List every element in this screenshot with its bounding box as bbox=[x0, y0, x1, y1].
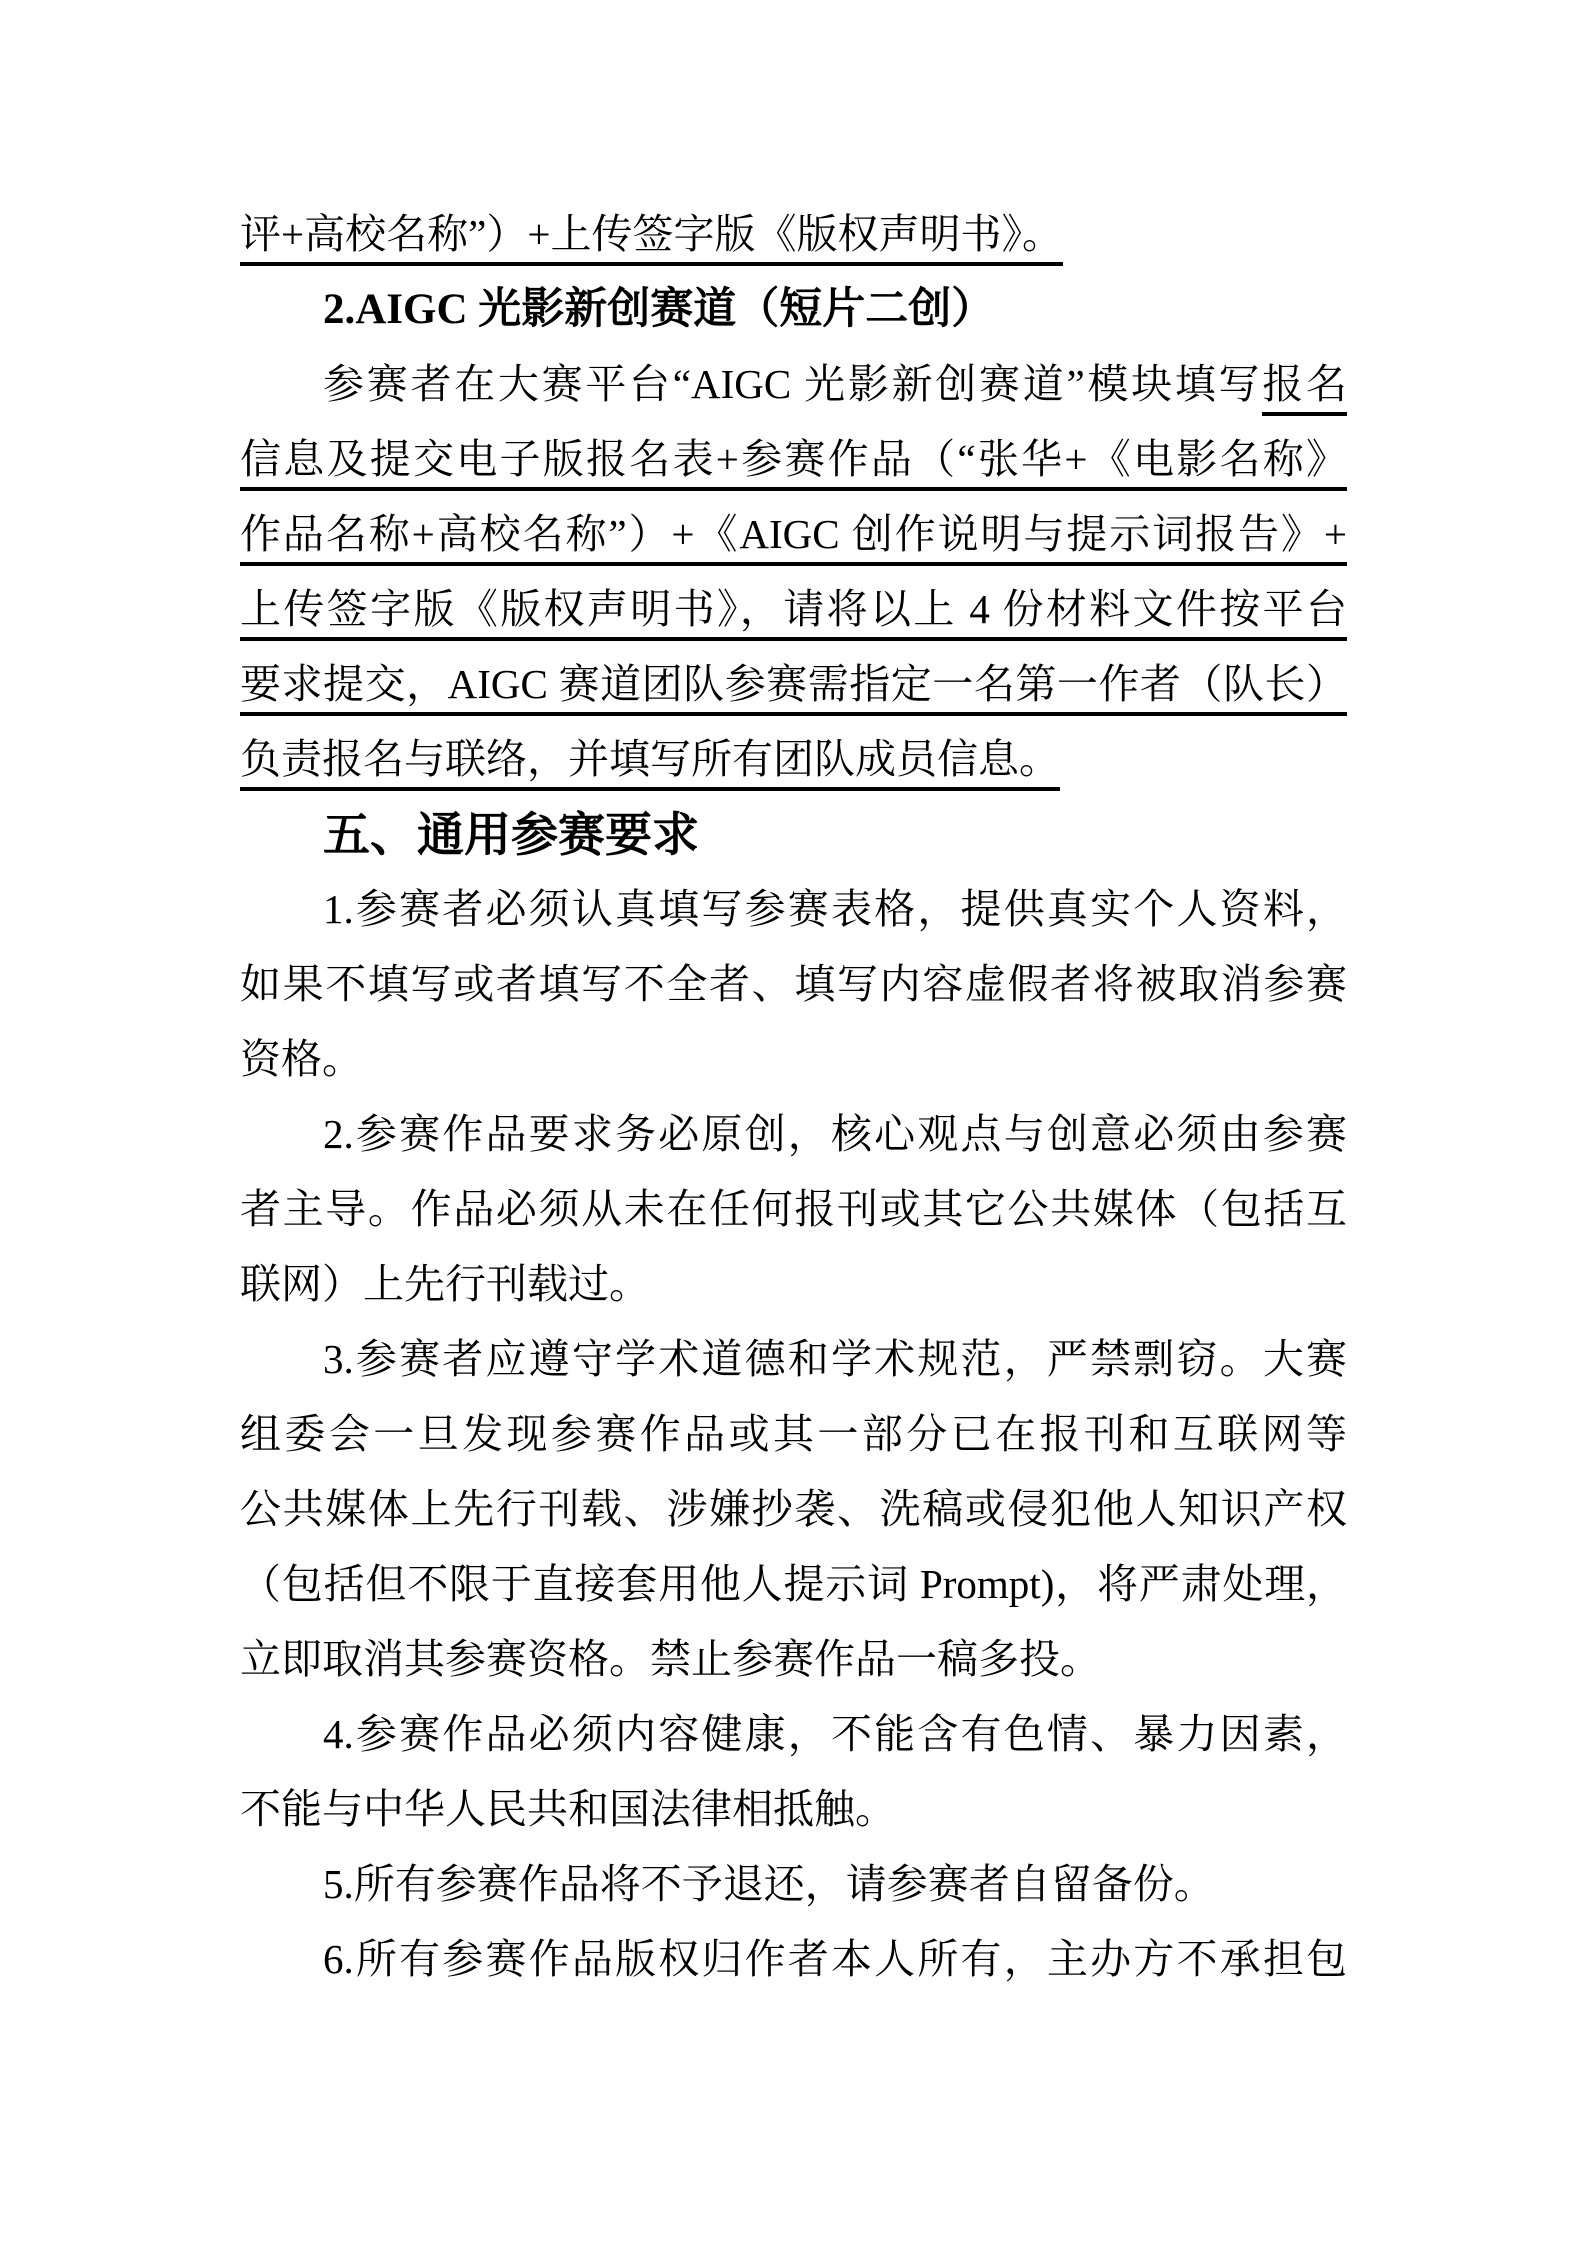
text-segment: 五、通用参赛要求 bbox=[323, 808, 699, 861]
text-segment: 组委会一旦发现参赛作品或其一部分已在报刊和互联网等 bbox=[240, 1411, 1347, 1457]
text-line-18 bbox=[240, 1472, 1347, 1547]
text-line-11 bbox=[240, 947, 1347, 1022]
text-segment: 1.参赛者必须认真填写参赛表格，提供真实个人资料， bbox=[323, 886, 1347, 932]
text-line-5 bbox=[240, 497, 1347, 572]
text-line-7 bbox=[240, 647, 1347, 722]
text-segment: 公共媒体上先行刊载、涉嫌抄袭、洗稿或侵犯他人知识产权 bbox=[240, 1486, 1347, 1532]
underlined-text: 信息及提交电子版报名表+参赛作品（“张华+《电影名称》 bbox=[240, 436, 1347, 491]
text-line-8 bbox=[240, 722, 1347, 797]
text-line-19 bbox=[240, 1547, 1347, 1622]
text-line-2 bbox=[240, 272, 1347, 347]
text-segment: 4.参赛作品必须内容健康，不能含有色情、暴力因素， bbox=[323, 1711, 1347, 1757]
text-line-10 bbox=[240, 872, 1347, 947]
text-segment: 6.所有参赛作品版权归作者本人所有，主办方不承担包 bbox=[323, 1936, 1347, 1982]
text-line-12 bbox=[240, 1022, 1347, 1097]
underlined-text: 报名 bbox=[1262, 361, 1347, 416]
text-line-9 bbox=[240, 797, 1347, 872]
text-line-6 bbox=[240, 572, 1347, 647]
text-line-15 bbox=[240, 1247, 1347, 1322]
text-segment: 参赛者在大赛平台“AIGC 光影新创赛道”模块填写 bbox=[323, 361, 1263, 407]
text-segment: 不能与中华人民共和国法律相抵触。 bbox=[240, 1786, 896, 1832]
text-line-23 bbox=[240, 1847, 1347, 1922]
text-line-14 bbox=[240, 1172, 1347, 1247]
text-segment: （包括但不限于直接套用他人提示词 Prompt)，将严肃处理， bbox=[240, 1561, 1347, 1607]
text-line-22 bbox=[240, 1772, 1347, 1847]
text-segment: 如果不填写或者填写不全者、填写内容虚假者将被取消参赛 bbox=[240, 961, 1347, 1007]
text-line-24 bbox=[240, 1922, 1347, 1997]
underlined-text: 要求提交，AIGC 赛道团队参赛需指定一名第一作者（队长） bbox=[240, 661, 1347, 716]
text-segment: 2.AIGC 光影新创赛道（短片二创） bbox=[323, 286, 995, 333]
text-line-4 bbox=[240, 422, 1347, 497]
text-segment: 联网）上先行刊载过。 bbox=[240, 1261, 650, 1307]
text-line-16 bbox=[240, 1322, 1347, 1397]
text-line-1 bbox=[240, 197, 1347, 272]
text-line-21 bbox=[240, 1697, 1347, 1772]
document-content bbox=[240, 197, 1347, 1997]
text-segment: 5.所有参赛作品将不予退还，请参赛者自留备份。 bbox=[323, 1861, 1215, 1907]
underlined-text: 作品名称+高校名称”）+《AIGC 创作说明与提示词报告》+ bbox=[240, 511, 1347, 566]
text-segment: 者主导。作品必须从未在任何报刊或其它公共媒体（包括互 bbox=[240, 1186, 1347, 1232]
text-segment: 立即取消其参赛资格。禁止参赛作品一稿多投。 bbox=[240, 1636, 1101, 1682]
text-line-3 bbox=[240, 347, 1347, 422]
text-line-20 bbox=[240, 1622, 1347, 1697]
text-segment: 3.参赛者应遵守学术道德和学术规范，严禁剽窃。大赛 bbox=[323, 1336, 1347, 1382]
text-segment: 资格。 bbox=[240, 1036, 363, 1082]
underlined-text: 上传签字版《版权声明书》，请将以上 4 份材料文件按平台 bbox=[240, 586, 1347, 641]
text-segment: 2.参赛作品要求务必原创，核心观点与创意必须由参赛 bbox=[323, 1111, 1347, 1157]
underlined-text: 负责报名与联络，并填写所有团队成员信息。 bbox=[240, 736, 1060, 791]
text-line-17 bbox=[240, 1397, 1347, 1472]
text-line-13 bbox=[240, 1097, 1347, 1172]
underlined-text: 评+高校名称”）+上传签字版《版权声明书》。 bbox=[240, 211, 1063, 266]
